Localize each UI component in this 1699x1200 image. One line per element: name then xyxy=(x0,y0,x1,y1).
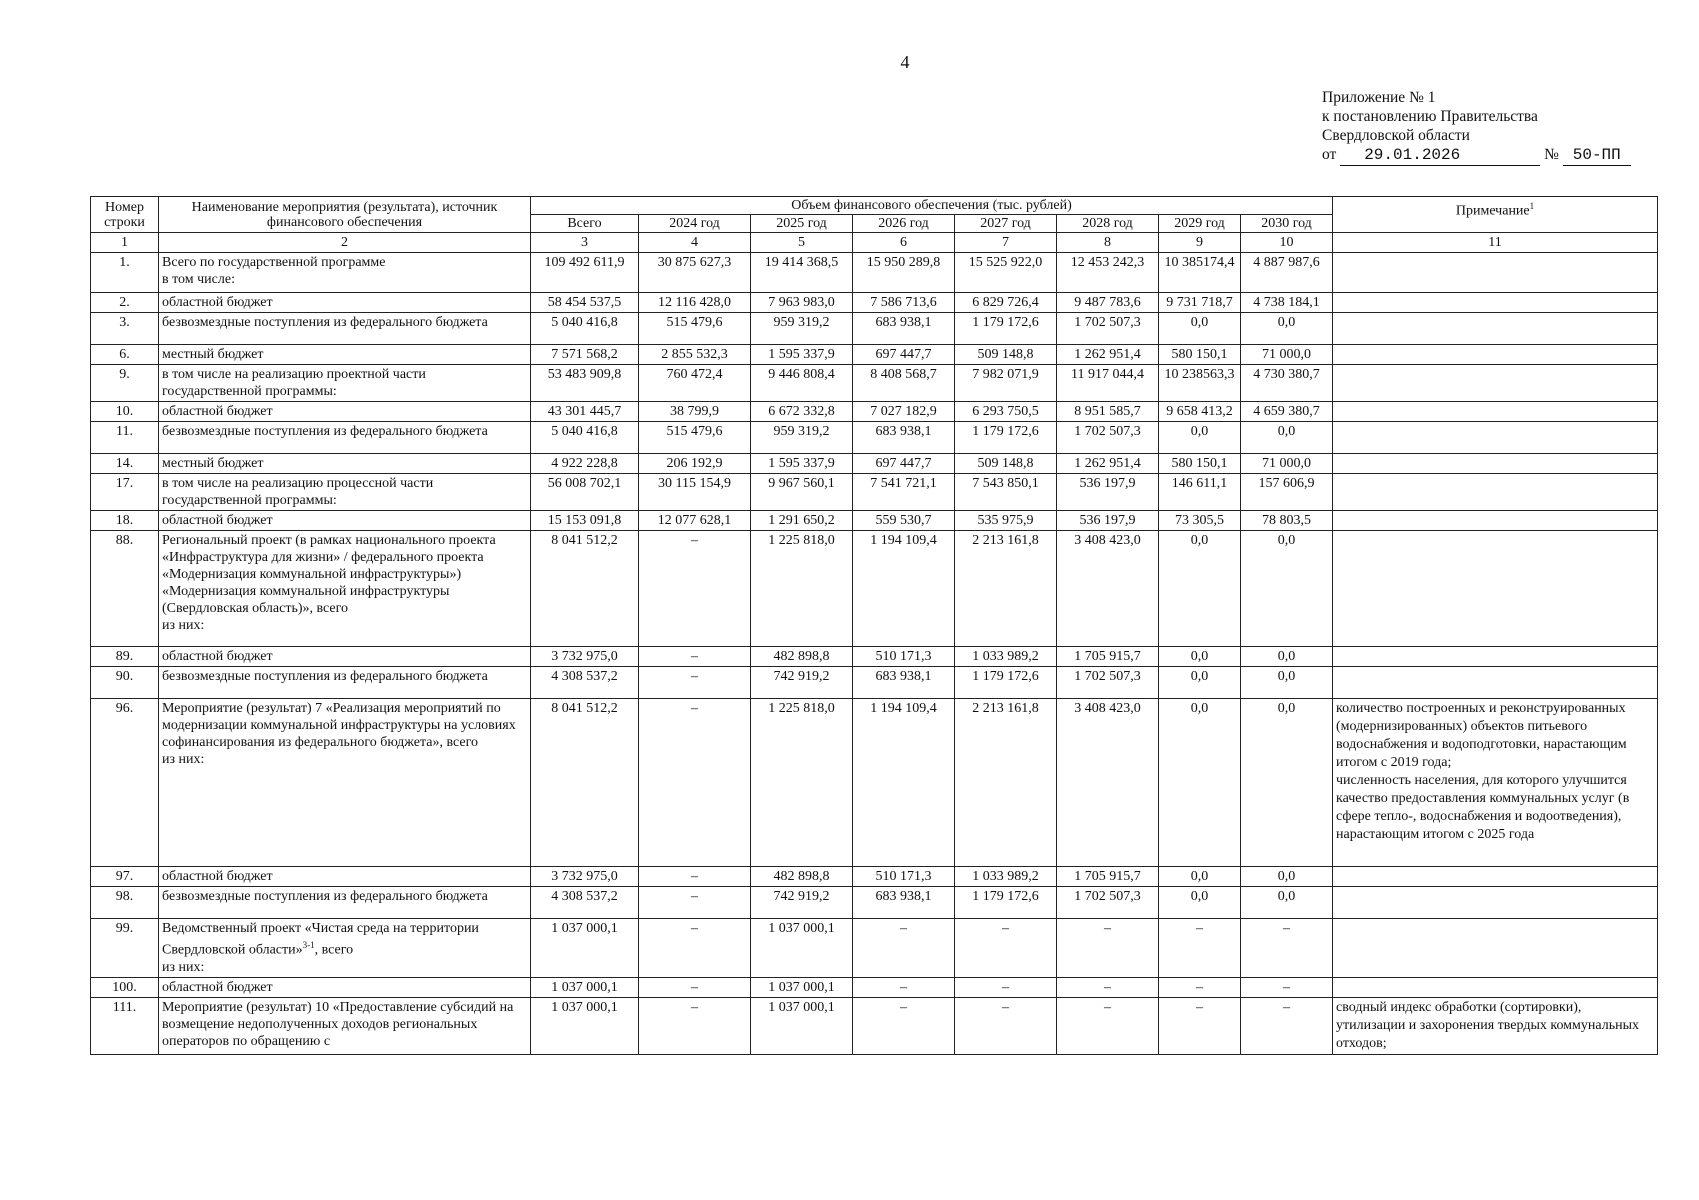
row-value-col-7: – xyxy=(955,977,1057,997)
row-note xyxy=(1333,253,1658,293)
row-name xyxy=(159,345,531,365)
row-value-col-8: 1 702 507,3 xyxy=(1057,887,1159,919)
row-number: 111. xyxy=(91,997,159,1054)
row-value-col-9: 0,0 xyxy=(1159,867,1241,887)
row-value-col-6: 683 938,1 xyxy=(853,667,955,699)
row-value-col-3: 5 040 416,8 xyxy=(531,313,639,345)
row-name xyxy=(159,887,531,919)
row-note: количество построенных и реконструированных (модернизированных) объектов питьевого водоснабжения и водоподготовки, нарастающим итогом с 2019 года; численность населения, для которого улучшится качество предоставления коммунальных услуг (в сфере тепло-, водоснабжения и водоотведения), нарастающим итогом с 2025 года xyxy=(1333,699,1658,867)
row-value-col-7: 15 525 922,0 xyxy=(955,253,1057,293)
row-note xyxy=(1333,474,1658,511)
row-value-col-5: 1 225 818,0 xyxy=(751,531,853,647)
row-value-col-7: 1 179 172,6 xyxy=(955,887,1057,919)
row-name-footnote: 3-1 xyxy=(302,940,315,950)
row-note xyxy=(1333,313,1658,345)
row-value-col-3: 58 454 537,5 xyxy=(531,293,639,313)
row-name xyxy=(159,997,531,1054)
header-year-0: Всего xyxy=(531,215,639,233)
row-value-col-5: 482 898,8 xyxy=(751,867,853,887)
row-value-col-4: 2 855 532,3 xyxy=(639,345,751,365)
row-value-col-4: 760 472,4 xyxy=(639,365,751,402)
row-value-col-10: – xyxy=(1241,997,1333,1054)
row-value-col-6: 683 938,1 xyxy=(853,313,955,345)
row-name xyxy=(159,919,531,978)
row-name-text: Мероприятие (результат) 7 «Реализация мероприятий по модернизации коммунальной инфраструктуры на условиях софинансирования из федерального бюджета», всего из них: xyxy=(162,701,516,767)
row-value-col-5: 1 595 337,9 xyxy=(751,345,853,365)
row-value-col-3: 3 732 975,0 xyxy=(531,867,639,887)
header-note xyxy=(1333,197,1658,233)
row-value-col-4: – xyxy=(639,699,751,867)
row-value-col-8: 1 705 915,7 xyxy=(1057,867,1159,887)
table-row xyxy=(91,365,1658,402)
row-name-text: в том числе на реализацию процессной части государственной программы: xyxy=(162,476,434,508)
row-value-col-4: – xyxy=(639,919,751,978)
row-value-col-5: 19 414 368,5 xyxy=(751,253,853,293)
row-value-col-7: 1 033 989,2 xyxy=(955,647,1057,667)
row-value-col-7: – xyxy=(955,919,1057,978)
row-value-col-4: – xyxy=(639,867,751,887)
row-value-col-6: 683 938,1 xyxy=(853,887,955,919)
row-value-col-4: 30 875 627,3 xyxy=(639,253,751,293)
table-row xyxy=(91,454,1658,474)
table-row xyxy=(91,511,1658,531)
table-body xyxy=(91,253,1658,1055)
row-value-col-7: 509 148,8 xyxy=(955,345,1057,365)
header-note-label: Примечание xyxy=(1455,203,1530,219)
row-value-col-8: 536 197,9 xyxy=(1057,511,1159,531)
table-row xyxy=(91,531,1658,647)
row-value-col-5: 1 037 000,1 xyxy=(751,977,853,997)
row-value-col-9: 0,0 xyxy=(1159,531,1241,647)
row-name xyxy=(159,977,531,997)
row-value-col-6: 697 447,7 xyxy=(853,345,955,365)
row-note xyxy=(1333,977,1658,997)
row-value-col-7: – xyxy=(955,997,1057,1054)
row-number: 90. xyxy=(91,667,159,699)
row-value-col-8: 1 262 951,4 xyxy=(1057,345,1159,365)
row-value-col-6: – xyxy=(853,977,955,997)
row-value-col-7: 1 179 172,6 xyxy=(955,313,1057,345)
header-year-1: 2024 год xyxy=(639,215,751,233)
row-name xyxy=(159,454,531,474)
row-value-col-5: 6 672 332,8 xyxy=(751,402,853,422)
row-value-col-5: 9 967 560,1 xyxy=(751,474,853,511)
row-name-text: областной бюджет xyxy=(162,869,273,884)
header-row-number: Номер строки xyxy=(91,197,159,233)
row-note xyxy=(1333,887,1658,919)
row-value-col-10: 4 659 380,7 xyxy=(1241,402,1333,422)
row-value-col-3: 3 732 975,0 xyxy=(531,647,639,667)
table-row xyxy=(91,919,1658,978)
table-row xyxy=(91,887,1658,919)
header-year-6: 2029 год xyxy=(1159,215,1241,233)
header-year-7: 2030 год xyxy=(1241,215,1333,233)
column-number-8: 8 xyxy=(1057,233,1159,253)
row-note xyxy=(1333,293,1658,313)
header-note-footnote: 1 xyxy=(1529,201,1535,211)
row-name-text: безвозмездные поступления из федерального бюджета xyxy=(162,669,488,684)
row-value-col-5: 1 037 000,1 xyxy=(751,919,853,978)
row-value-col-9: 9 731 718,7 xyxy=(1159,293,1241,313)
row-value-col-5: 1 595 337,9 xyxy=(751,454,853,474)
row-value-col-9: – xyxy=(1159,977,1241,997)
table-row xyxy=(91,474,1658,511)
table-row xyxy=(91,313,1658,345)
row-value-col-4: 30 115 154,9 xyxy=(639,474,751,511)
row-value-col-10: 4 730 380,7 xyxy=(1241,365,1333,402)
row-value-col-6: 510 171,3 xyxy=(853,647,955,667)
row-name-text: безвозмездные поступления из федерального бюджета xyxy=(162,424,488,439)
row-value-col-10: 0,0 xyxy=(1241,867,1333,887)
row-name xyxy=(159,667,531,699)
row-value-col-7: 1 179 172,6 xyxy=(955,422,1057,454)
row-number: 18. xyxy=(91,511,159,531)
row-value-col-9: 10 385174,4 xyxy=(1159,253,1241,293)
row-value-col-10: 78 803,5 xyxy=(1241,511,1333,531)
row-value-col-4: – xyxy=(639,997,751,1054)
row-value-col-8: 1 702 507,3 xyxy=(1057,667,1159,699)
row-note xyxy=(1333,919,1658,978)
column-number-7: 7 xyxy=(955,233,1057,253)
row-value-col-10: 71 000,0 xyxy=(1241,454,1333,474)
row-value-col-10: 4 738 184,1 xyxy=(1241,293,1333,313)
row-name-text: областной бюджет xyxy=(162,295,273,310)
row-value-col-3: 43 301 445,7 xyxy=(531,402,639,422)
row-number: 99. xyxy=(91,919,159,978)
row-value-col-6: 7 027 182,9 xyxy=(853,402,955,422)
table-row xyxy=(91,647,1658,667)
row-note xyxy=(1333,365,1658,402)
row-name-text: безвозмездные поступления из федерального бюджета xyxy=(162,889,488,904)
row-value-col-9: – xyxy=(1159,919,1241,978)
row-value-col-10: 0,0 xyxy=(1241,887,1333,919)
row-number: 3. xyxy=(91,313,159,345)
row-value-col-3: 8 041 512,2 xyxy=(531,531,639,647)
row-value-col-10: 0,0 xyxy=(1241,699,1333,867)
row-value-col-8: 8 951 585,7 xyxy=(1057,402,1159,422)
row-value-col-10: 0,0 xyxy=(1241,667,1333,699)
row-value-col-3: 4 308 537,2 xyxy=(531,667,639,699)
row-value-col-8: 1 702 507,3 xyxy=(1057,313,1159,345)
row-name-text: безвозмездные поступления из федерального бюджета xyxy=(162,315,488,330)
row-value-col-8: 11 917 044,4 xyxy=(1057,365,1159,402)
column-number-2: 2 xyxy=(159,233,531,253)
row-value-col-5: 7 963 983,0 xyxy=(751,293,853,313)
row-number: 96. xyxy=(91,699,159,867)
row-value-col-5: 482 898,8 xyxy=(751,647,853,667)
row-value-col-6: 7 541 721,1 xyxy=(853,474,955,511)
row-number: 97. xyxy=(91,867,159,887)
row-number: 11. xyxy=(91,422,159,454)
resolution-date: 29.01.2026 xyxy=(1340,146,1540,166)
table-row xyxy=(91,402,1658,422)
column-number-1: 1 xyxy=(91,233,159,253)
header-year-5: 2028 год xyxy=(1057,215,1159,233)
row-value-col-9: 0,0 xyxy=(1159,887,1241,919)
row-value-col-7: 1 179 172,6 xyxy=(955,667,1057,699)
row-name xyxy=(159,402,531,422)
column-number-row xyxy=(91,233,1658,253)
row-number: 10. xyxy=(91,402,159,422)
column-number-5: 5 xyxy=(751,233,853,253)
row-value-col-6: 1 194 109,4 xyxy=(853,699,955,867)
row-value-col-4: – xyxy=(639,531,751,647)
row-value-col-4: 12 116 428,0 xyxy=(639,293,751,313)
row-value-col-6: 8 408 568,7 xyxy=(853,365,955,402)
row-value-col-9: 73 305,5 xyxy=(1159,511,1241,531)
row-value-col-8: 9 487 783,6 xyxy=(1057,293,1159,313)
row-name-text: местный бюджет xyxy=(162,347,264,362)
row-value-col-9: 580 150,1 xyxy=(1159,454,1241,474)
row-value-col-9: – xyxy=(1159,997,1241,1054)
page-number: 4 xyxy=(900,52,910,72)
appendix-header xyxy=(1322,88,1662,166)
row-value-col-8: 1 262 951,4 xyxy=(1057,454,1159,474)
row-value-col-7: 509 148,8 xyxy=(955,454,1057,474)
row-value-col-5: 1 291 650,2 xyxy=(751,511,853,531)
row-number: 98. xyxy=(91,887,159,919)
row-number: 2. xyxy=(91,293,159,313)
row-note xyxy=(1333,422,1658,454)
appendix-line-2: к постановлению Правительства xyxy=(1322,108,1538,125)
row-name xyxy=(159,293,531,313)
table-row xyxy=(91,422,1658,454)
appendix-title: Приложение № 1 xyxy=(1322,89,1436,106)
from-label: от xyxy=(1322,146,1337,163)
row-name xyxy=(159,474,531,511)
number-label: № xyxy=(1544,146,1559,163)
row-name xyxy=(159,511,531,531)
row-value-col-4: 515 479,6 xyxy=(639,313,751,345)
row-name-text: областной бюджет xyxy=(162,649,273,664)
header-volume: Объем финансового обеспечения (тыс. рублей) xyxy=(531,197,1333,215)
resolution-number: 50-ПП xyxy=(1563,146,1631,166)
row-value-col-10: 0,0 xyxy=(1241,531,1333,647)
row-value-col-10: 4 887 987,6 xyxy=(1241,253,1333,293)
row-name xyxy=(159,699,531,867)
row-value-col-4: – xyxy=(639,887,751,919)
row-value-col-5: 742 919,2 xyxy=(751,667,853,699)
row-value-col-6: 559 530,7 xyxy=(853,511,955,531)
column-number-10: 10 xyxy=(1241,233,1333,253)
row-note xyxy=(1333,511,1658,531)
row-value-col-10: 0,0 xyxy=(1241,647,1333,667)
financing-table xyxy=(90,196,1658,1055)
row-note xyxy=(1333,667,1658,699)
row-number: 89. xyxy=(91,647,159,667)
row-number: 6. xyxy=(91,345,159,365)
row-value-col-9: 0,0 xyxy=(1159,422,1241,454)
row-value-col-3: 56 008 702,1 xyxy=(531,474,639,511)
column-number-3: 3 xyxy=(531,233,639,253)
table-header xyxy=(91,197,1658,253)
table-row xyxy=(91,667,1658,699)
row-name xyxy=(159,531,531,647)
row-name xyxy=(159,365,531,402)
column-number-11: 11 xyxy=(1333,233,1658,253)
row-value-col-8: – xyxy=(1057,977,1159,997)
row-value-col-9: 0,0 xyxy=(1159,667,1241,699)
row-name-text: Всего по государственной программе в том числе: xyxy=(162,255,386,287)
table-row xyxy=(91,699,1658,867)
row-note xyxy=(1333,345,1658,365)
row-value-col-7: 7 982 071,9 xyxy=(955,365,1057,402)
row-value-col-3: 4 922 228,8 xyxy=(531,454,639,474)
row-number: 9. xyxy=(91,365,159,402)
row-value-col-6: – xyxy=(853,919,955,978)
row-value-col-4: – xyxy=(639,647,751,667)
row-value-col-9: 9 658 413,2 xyxy=(1159,402,1241,422)
row-value-col-6: 683 938,1 xyxy=(853,422,955,454)
row-value-col-5: 1 225 818,0 xyxy=(751,699,853,867)
row-value-col-9: 10 238563,3 xyxy=(1159,365,1241,402)
row-value-col-10: 71 000,0 xyxy=(1241,345,1333,365)
row-note xyxy=(1333,867,1658,887)
row-value-col-3: 53 483 909,8 xyxy=(531,365,639,402)
row-value-col-7: 7 543 850,1 xyxy=(955,474,1057,511)
row-value-col-7: 535 975,9 xyxy=(955,511,1057,531)
row-value-col-10: – xyxy=(1241,919,1333,978)
row-value-col-3: 15 153 091,8 xyxy=(531,511,639,531)
row-value-col-6: 15 950 289,8 xyxy=(853,253,955,293)
row-value-col-3: 1 037 000,1 xyxy=(531,997,639,1054)
row-value-col-7: 6 829 726,4 xyxy=(955,293,1057,313)
row-value-col-4: 515 479,6 xyxy=(639,422,751,454)
row-value-col-9: 0,0 xyxy=(1159,647,1241,667)
row-value-col-4: – xyxy=(639,977,751,997)
row-name-text: Мероприятие (результат) 10 «Предоставление субсидий на возмещение недополученных доходов региональных операторов по обращению с xyxy=(162,999,514,1049)
appendix-date-line xyxy=(1322,145,1662,166)
row-value-col-8: – xyxy=(1057,997,1159,1054)
row-note xyxy=(1333,454,1658,474)
row-value-col-6: 697 447,7 xyxy=(853,454,955,474)
table-row xyxy=(91,867,1658,887)
row-name xyxy=(159,253,531,293)
row-value-col-3: 4 308 537,2 xyxy=(531,887,639,919)
row-note xyxy=(1333,647,1658,667)
row-value-col-8: 3 408 423,0 xyxy=(1057,531,1159,647)
row-value-col-4: 12 077 628,1 xyxy=(639,511,751,531)
row-name xyxy=(159,313,531,345)
row-name-text: Ведомственный проект «Чистая среда на территории Свердловской области» xyxy=(162,921,479,958)
row-note: сводный индекс обработки (сортировки), утилизации и захоронения твердых коммунальных отходов; xyxy=(1333,997,1658,1054)
row-value-col-6: 7 586 713,6 xyxy=(853,293,955,313)
column-number-9: 9 xyxy=(1159,233,1241,253)
header-name: Наименование мероприятия (результата), источник финансового обеспечения xyxy=(159,197,531,233)
row-value-col-8: – xyxy=(1057,919,1159,978)
row-value-col-10: – xyxy=(1241,977,1333,997)
row-value-col-3: 8 041 512,2 xyxy=(531,699,639,867)
row-value-col-6: 510 171,3 xyxy=(853,867,955,887)
header-year-3: 2026 год xyxy=(853,215,955,233)
row-value-col-8: 1 705 915,7 xyxy=(1057,647,1159,667)
row-value-col-8: 3 408 423,0 xyxy=(1057,699,1159,867)
row-note xyxy=(1333,531,1658,647)
row-value-col-7: 2 213 161,8 xyxy=(955,531,1057,647)
table-row xyxy=(91,253,1658,293)
row-value-col-3: 1 037 000,1 xyxy=(531,977,639,997)
header-year-2: 2025 год xyxy=(751,215,853,233)
row-value-col-10: 0,0 xyxy=(1241,422,1333,454)
row-value-col-8: 12 453 242,3 xyxy=(1057,253,1159,293)
row-number: 88. xyxy=(91,531,159,647)
row-name-text: областной бюджет xyxy=(162,513,273,528)
row-value-col-9: 580 150,1 xyxy=(1159,345,1241,365)
row-value-col-5: 959 319,2 xyxy=(751,313,853,345)
row-value-col-4: 206 192,9 xyxy=(639,454,751,474)
row-name xyxy=(159,422,531,454)
row-value-col-3: 1 037 000,1 xyxy=(531,919,639,978)
row-value-col-10: 157 606,9 xyxy=(1241,474,1333,511)
table-row xyxy=(91,977,1658,997)
column-number-4: 4 xyxy=(639,233,751,253)
appendix-line-3: Свердловской области xyxy=(1322,127,1470,144)
row-value-col-8: 1 702 507,3 xyxy=(1057,422,1159,454)
row-value-col-4: 38 799,9 xyxy=(639,402,751,422)
row-number: 14. xyxy=(91,454,159,474)
row-name-text: областной бюджет xyxy=(162,404,273,419)
table-row xyxy=(91,997,1658,1054)
row-value-col-7: 6 293 750,5 xyxy=(955,402,1057,422)
row-value-col-4: – xyxy=(639,667,751,699)
row-value-col-7: 1 033 989,2 xyxy=(955,867,1057,887)
header-year-4: 2027 год xyxy=(955,215,1057,233)
row-value-col-9: 0,0 xyxy=(1159,699,1241,867)
row-value-col-6: 1 194 109,4 xyxy=(853,531,955,647)
row-value-col-3: 7 571 568,2 xyxy=(531,345,639,365)
row-value-col-10: 0,0 xyxy=(1241,313,1333,345)
row-value-col-7: 2 213 161,8 xyxy=(955,699,1057,867)
row-name-text: областной бюджет xyxy=(162,979,273,995)
row-note xyxy=(1333,402,1658,422)
row-value-col-9: 146 611,1 xyxy=(1159,474,1241,511)
row-name-text: Региональный проект (в рамках национального проекта «Инфраструктура для жизни» / федерального проекта «Модернизация коммунальной инфраструктуры») «Модернизация коммунальной инфраструктуры (Свердловская область)», всего из них: xyxy=(162,533,496,633)
row-number: 100. xyxy=(91,977,159,997)
row-name xyxy=(159,647,531,667)
row-name-tail: , всего из них: xyxy=(162,942,354,975)
row-value-col-3: 5 040 416,8 xyxy=(531,422,639,454)
table-row xyxy=(91,293,1658,313)
row-value-col-6: – xyxy=(853,997,955,1054)
row-name-text: в том числе на реализацию проектной части государственной программы: xyxy=(162,367,426,399)
row-value-col-5: 1 037 000,1 xyxy=(751,997,853,1054)
row-name xyxy=(159,867,531,887)
table-row xyxy=(91,345,1658,365)
row-number: 1. xyxy=(91,253,159,293)
row-value-col-5: 959 319,2 xyxy=(751,422,853,454)
column-number-6: 6 xyxy=(853,233,955,253)
row-value-col-5: 742 919,2 xyxy=(751,887,853,919)
row-number: 17. xyxy=(91,474,159,511)
row-value-col-5: 9 446 808,4 xyxy=(751,365,853,402)
row-value-col-3: 109 492 611,9 xyxy=(531,253,639,293)
row-value-col-8: 536 197,9 xyxy=(1057,474,1159,511)
row-name-text: местный бюджет xyxy=(162,456,264,471)
row-value-col-9: 0,0 xyxy=(1159,313,1241,345)
